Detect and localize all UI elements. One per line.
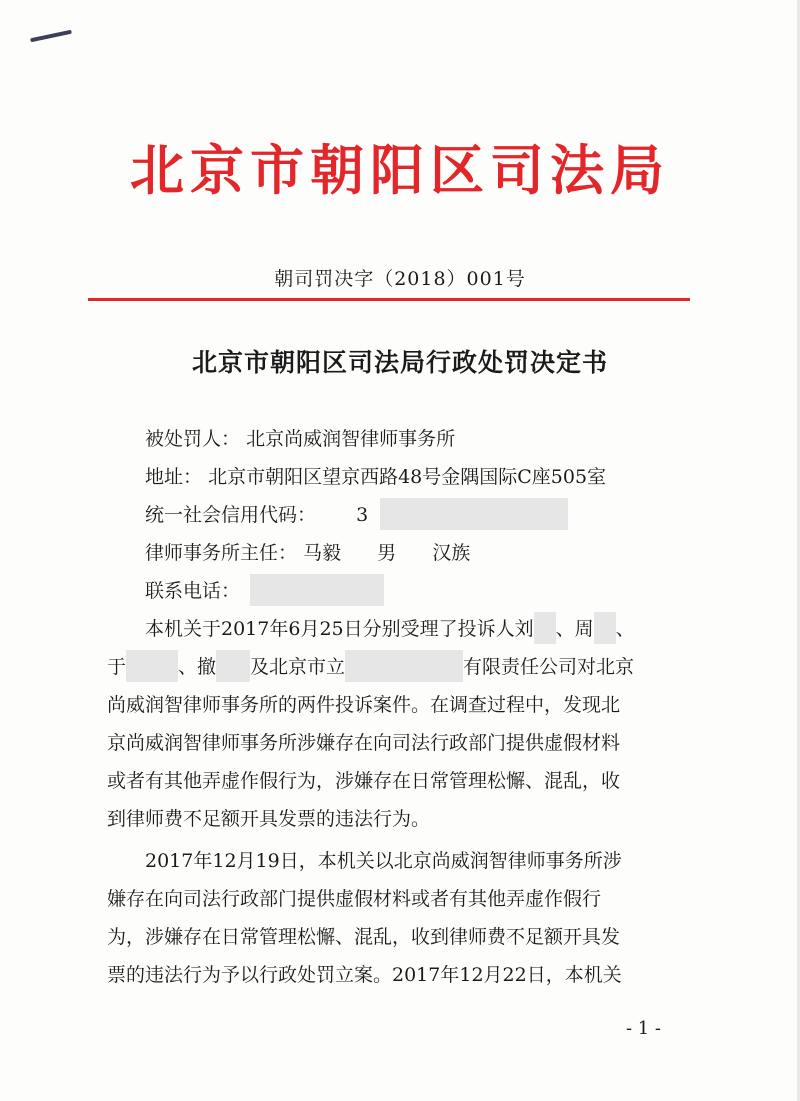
director-gender: 男 — [377, 542, 397, 564]
address-label: 地址： — [145, 466, 203, 488]
paragraph1-line3: 尚威润智律师事务所的两件投诉案件。在调查过程中，发现北 — [107, 694, 621, 716]
penalized-party-label: 被处罚人： — [145, 428, 241, 450]
paragraph1-line1 — [107, 610, 687, 648]
penalized-party-line — [107, 420, 687, 458]
redaction-box — [250, 574, 384, 606]
redaction-box — [216, 650, 250, 682]
redaction-box — [594, 612, 616, 644]
redaction-box — [380, 498, 568, 530]
pen-mark — [30, 30, 72, 43]
paragraph1-line5: 或者有其他弄虚作假行为，涉嫌存在日常管理松懈、混乱，收 — [107, 770, 621, 792]
paragraph1-text: 、周 — [555, 618, 594, 640]
redaction-box — [534, 612, 556, 644]
director-ethnicity: 汉族 — [432, 542, 471, 564]
paragraph1-text: 、撤 — [178, 656, 217, 678]
page-number: - 1 - — [625, 1018, 661, 1039]
director-line — [107, 534, 687, 572]
credit-code-value: 3 — [356, 504, 369, 526]
director-label: 律师事务所主任： — [145, 542, 298, 564]
paragraph2-line4: 票的违法行为予以行政处罚立案。2017年12月22日，本机关 — [107, 964, 622, 986]
paragraph1-text: 本机关于2017年6月25日分别受理了投诉人刘 — [145, 618, 534, 640]
red-divider — [88, 298, 690, 301]
paragraph1-line6: 到律师费不足额开具发票的违法行为。 — [107, 808, 431, 830]
phone-line — [107, 572, 687, 610]
penalized-party-value: 北京尚威润智律师事务所 — [246, 428, 456, 450]
paragraph1-text: 及北京市立 — [250, 656, 346, 678]
credit-code-line — [107, 496, 687, 534]
agency-header: 北京市朝阳区司法局 — [130, 138, 670, 202]
paragraph2-line2: 嫌存在向司法行政部门提供虚假材料或者有其他弄虚作假行 — [107, 888, 602, 910]
address-line — [107, 458, 687, 496]
paragraph2-line3: 为，涉嫌存在日常管理松懈、混乱，收到律师费不足额开具发 — [107, 926, 621, 948]
director-name: 马毅 — [303, 542, 342, 564]
paragraph1-text: 有限责任公司对北京 — [463, 656, 635, 678]
phone-label: 联系电话： — [145, 580, 241, 602]
paragraph1-text: 、 — [615, 618, 635, 640]
address-value: 北京市朝阳区望京西路48号金隅国际C座505室 — [208, 466, 607, 488]
redaction-box — [345, 650, 463, 682]
paragraph1-text: 于 — [107, 656, 127, 678]
paragraph1-line4: 京尚威润智律师事务所涉嫌存在向司法行政部门提供虚假材料 — [107, 732, 621, 754]
redaction-box — [126, 650, 178, 682]
document-body — [107, 420, 687, 994]
credit-code-label: 统一社会信用代码： — [145, 504, 317, 526]
document-number: 朝司罚决字（2018）001号 — [274, 268, 526, 290]
paragraph2-line1: 2017年12月19日，本机关以北京尚威润智律师事务所涉 — [145, 850, 622, 872]
paragraph1-line2 — [107, 648, 687, 686]
document-title: 北京市朝阳区司法局行政处罚决定书 — [191, 348, 608, 377]
